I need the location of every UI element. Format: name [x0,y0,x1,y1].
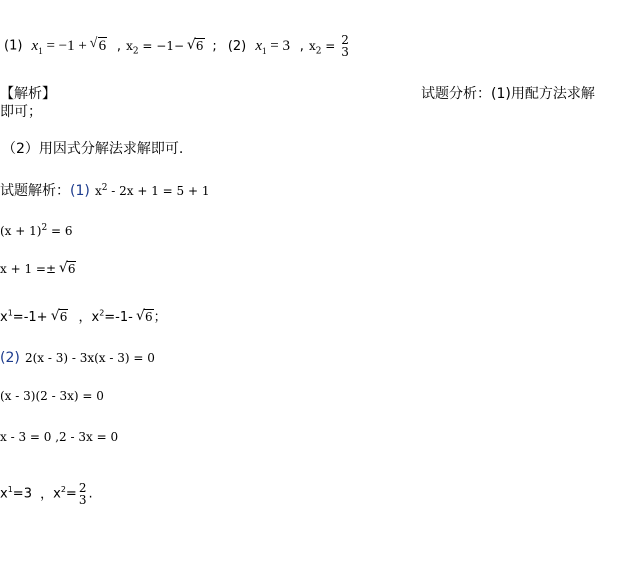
solution-step6: (x - 3)(2 - 3x) = 0 [0,389,104,403]
sqrt-symbol: √ 6 [60,262,77,276]
answer-semicolon: ; [212,38,217,54]
solution-step1: 试题解析：(1) $x^2 - 2x + 1 = 5 + 1$ [0,183,210,199]
answer-part2-label: (2) [227,38,247,54]
analysis-hint: 试题分析：(1)用配方法求解 [421,86,595,102]
fraction: 2 3 [78,481,87,507]
solution-step2: $(x + 1)^2 = 6$ [0,223,73,238]
answer-sep: , [116,38,121,54]
answer-sep2: , [299,38,304,54]
answer-part1-label: (1) [4,38,23,54]
answer-x1: $x_1 = -1$ + √ 6 [32,38,111,54]
analysis-part2: （2）用因式分解法求解即可. [2,141,184,157]
sqrt-symbol: √ 6 [52,310,69,324]
answer-y1: $x_1 = 3$ [255,37,290,56]
fraction: 2 3 [341,33,349,59]
solution-step3: x + 1 =± √ 6 [0,262,76,276]
solution-final: $x^1=3$ ，$x^2=$ 2 3 . [0,481,93,507]
solution-step7: x - 3 = 0 ,2 - 3x = 0 [0,430,119,444]
solution-step5: (2) 2(x - 3) - 3x(x - 3) = 0 [0,350,155,366]
solution-part1-label: (1) [70,183,90,199]
solution-intro: 试题解析： [0,183,70,199]
answer-x2: $x_2 = -1-$ √ 6 [126,39,208,53]
answer-y2: $x_2$ = 2 3 [308,33,349,59]
analysis-heading: 【解析】 [0,86,56,102]
solution-part2-label: (2) [0,350,20,366]
answer-line [4,34,351,58]
sqrt-symbol: √ 6 [188,39,205,53]
sqrt-symbol: √ 6 [91,38,108,55]
sqrt-symbol: √ 6 [137,310,154,324]
solution-step4: $x^1=-1+$ √ 6 ，$x^2=-1-$ √ 6； [0,306,167,325]
analysis-hint-cont: 即可； [0,104,42,120]
